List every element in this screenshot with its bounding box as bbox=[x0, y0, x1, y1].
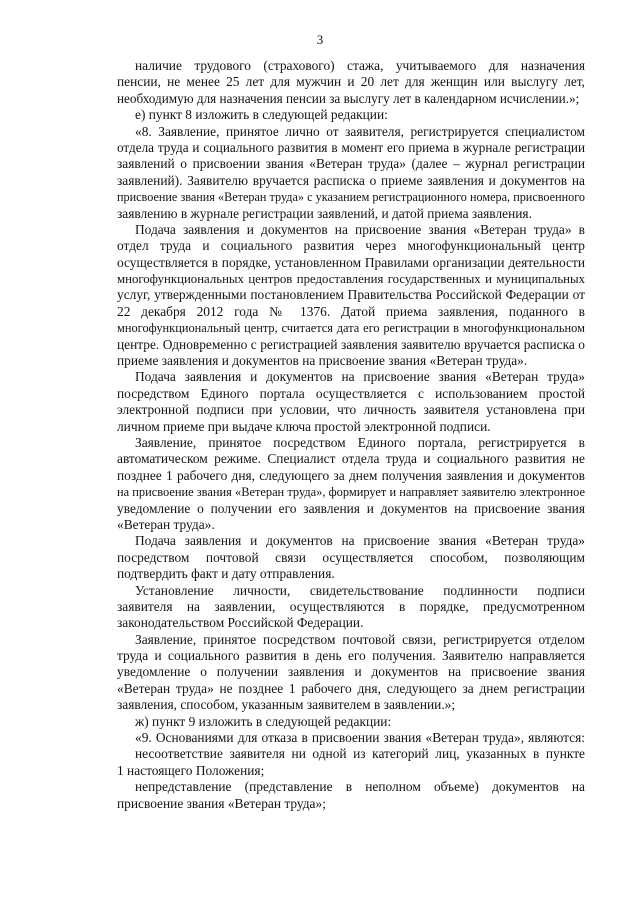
text-line: Подача заявления и документов на присвоение звания «Ветеран труда» в bbox=[135, 221, 585, 237]
text-line: позднее 1 рабочего дня, следующего за днем получения заявления и документов bbox=[117, 467, 585, 483]
text-line: услуг, утвержденными постановлением Правительства Российской Федерации от bbox=[117, 287, 585, 303]
text-line: многофункциональный центр, считается дата его регистрации в многофункциональном bbox=[117, 321, 585, 336]
text-line: ж) пункт 9 изложить в следующей редакции: bbox=[135, 713, 392, 729]
text-line: заявителя на заявлении, осуществляются в порядке, предусмотренном bbox=[117, 598, 585, 614]
text-line: е) пункт 8 изложить в следующей редакции: bbox=[135, 107, 388, 123]
text-line: личном приеме при выдаче ключа простой электронной подписи. bbox=[117, 418, 491, 434]
text-line: труда и социального развития в день его получения. Заявителю направляется bbox=[117, 648, 585, 664]
text-line: Подача заявления и документов на присвоение звания «Ветеран труда» bbox=[135, 369, 585, 385]
text-line: 22 декабря 2012 года № 1376. Датой приема заявления, поданного в bbox=[117, 303, 585, 319]
text-line: Подача заявления и документов на присвоение звания «Ветеран труда» bbox=[135, 533, 585, 549]
text-line: необходимую для назначения пенсии за выслугу лет в календарном исчислении.»; bbox=[117, 90, 580, 106]
text-line: уведомление о получении заявления и документов на присвоение звания bbox=[117, 664, 585, 680]
text-line: непредставление (представление в неполном объеме) документов на bbox=[135, 779, 585, 795]
text-line: отдела труда и социального развития в момент его приема в журнале регистрации bbox=[117, 139, 585, 155]
text-line: подтвердить факт и дату отправления. bbox=[117, 566, 335, 582]
text-line: законодательством Российской Федерации. bbox=[117, 615, 364, 631]
text-line: электронной подписи при условии, что личность заявителя установлена при bbox=[117, 402, 585, 418]
text-line: заявлений). Заявителю вручается расписка о приеме заявления и документов на bbox=[117, 172, 585, 188]
text-line: пенсии, не менее 25 лет для мужчин и 20 лет для женщин или выслугу лет, bbox=[117, 74, 585, 90]
text-line: 1 настоящего Положения; bbox=[117, 762, 265, 778]
text-line: «9. Основаниями для отказа в присвоении звания «Ветеран труда», являются: bbox=[135, 730, 585, 746]
document-body bbox=[117, 58, 585, 812]
text-line: Заявление, принятое посредством Единого портала, регистрируется в bbox=[135, 434, 585, 450]
text-line: посредством Единого портала осуществляется с использованием простой bbox=[117, 385, 585, 401]
text-line: присвоение звания «Ветеран труда» с указанием регистрационного номера, присвоенного bbox=[117, 190, 585, 205]
text-line: заявления, способом, указанным заявителем в заявлении.»; bbox=[117, 697, 456, 713]
text-line: несоответствие заявителя ни одной из категорий лиц, указанных в пункте bbox=[135, 746, 585, 762]
text-line: «Ветеран труда». bbox=[117, 516, 215, 532]
text-line: отдел труда и социального развития через многофункциональный центр bbox=[117, 238, 585, 254]
text-line: на присвоение звания «Ветеран труда», формирует и направляет заявителю электронное bbox=[117, 485, 585, 500]
text-line: приеме заявления и документов на присвоение звания «Ветеран труда». bbox=[117, 353, 528, 369]
text-line: присвоение звания «Ветеран труда»; bbox=[117, 795, 326, 811]
text-line: автоматическом режиме. Специалист отдела труда и социального развития не bbox=[117, 451, 585, 467]
text-line: осуществляется в порядке, установленном Правилами организации деятельности bbox=[117, 254, 585, 270]
text-line: заявлению в журнале регистрации заявлений, и датой приема заявления. bbox=[117, 205, 532, 221]
text-line: многофункциональных центров предоставления государственных и муниципальных bbox=[117, 272, 585, 287]
text-line: наличие трудового (страхового) стажа, учитываемого для назначения bbox=[135, 58, 585, 73]
page-number: 3 bbox=[316, 32, 324, 47]
text-line: заявлений о присвоении звания «Ветеран труда» (далее – журнал регистрации bbox=[117, 156, 585, 172]
text-line: «Ветеран труда» не позднее 1 рабочего дня, следующего за днем регистрации bbox=[117, 680, 585, 696]
text-line: посредством почтовой связи осуществляется способом, позволяющим bbox=[117, 549, 585, 565]
text-line: центре. Одновременно с регистрацией заявления заявителю вручается расписка о bbox=[117, 336, 585, 352]
text-line: уведомление о получении его заявления и документов на присвоение звания bbox=[117, 500, 585, 516]
text-line: «8. Заявление, принятое лично от заявителя, регистрируется специалистом bbox=[135, 123, 585, 139]
text-line: Установление личности, свидетельствование подлинности подписи bbox=[135, 582, 585, 598]
text-line: Заявление, принятое посредством почтовой связи, регистрируется отделом bbox=[135, 631, 585, 647]
